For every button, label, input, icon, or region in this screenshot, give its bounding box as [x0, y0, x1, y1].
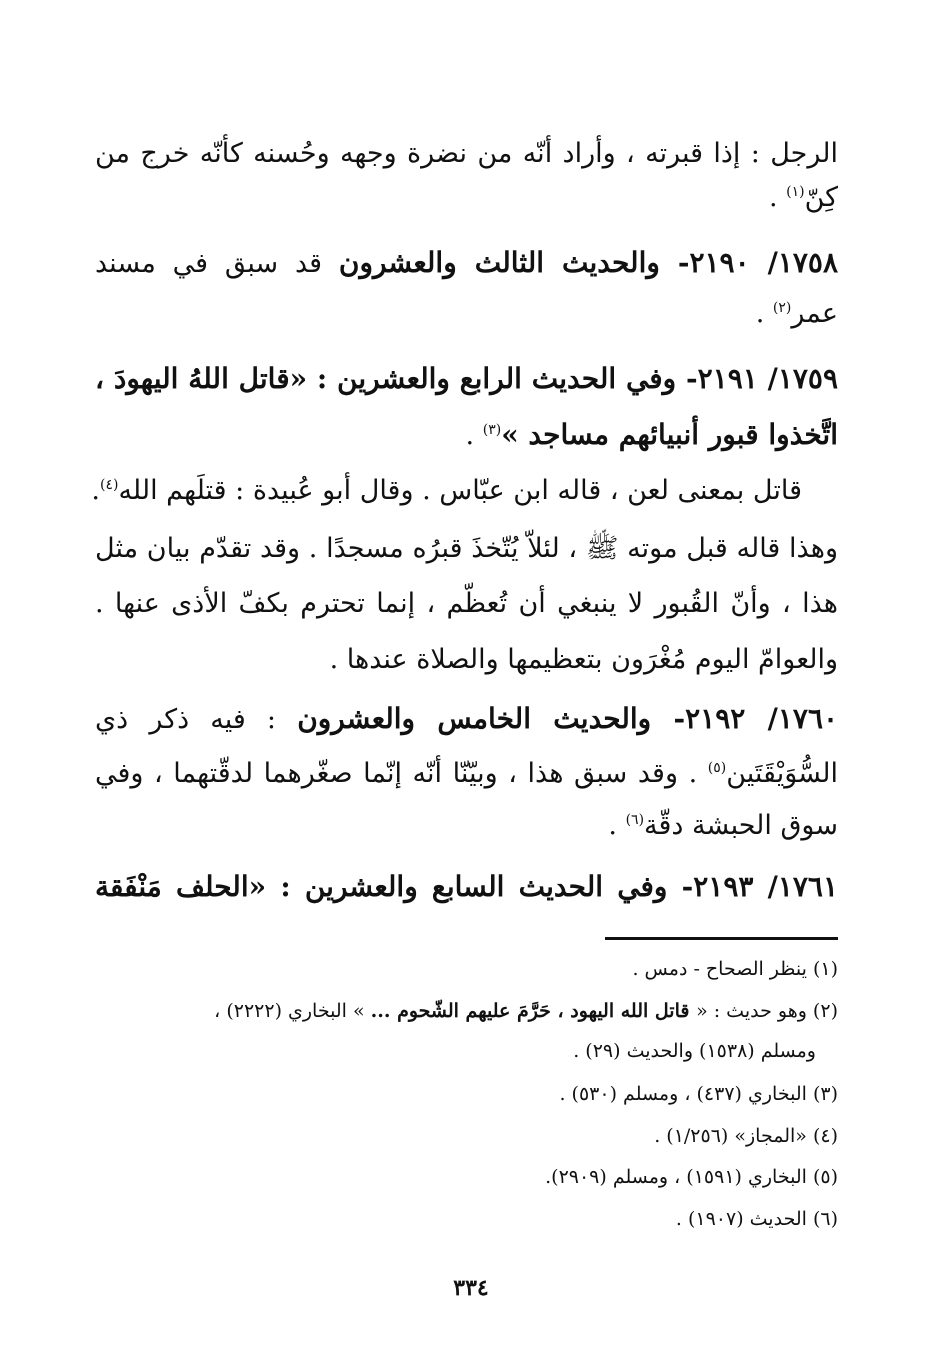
footnote-2: (٢) وهو حديث : « قاتل الله اليهود ، حَرَّمَ عليهم الشّحوم ... » البخاري (٢٢٢٢) ، — [214, 1000, 838, 1022]
footnote-5: (٥) البخاري (١٥٩١) ، ومسلم (٢٩٠٩). — [545, 1166, 838, 1188]
p3-line2: اتَّخذوا قبور أنبيائهم مساجد »$^{(٣)}$ . — [465, 418, 838, 451]
p4-line1: قاتل بمعنى لعن ، قاله ابن عبّاس . وقال أبو عُبيدة : قتلَهم الله$^{(٤)}$. — [91, 475, 802, 506]
p1-line1: الرجل : إذا قبرته ، وأراد أنّه من نضرة وجهه وحُسنه كأنّه خرج من — [95, 138, 838, 169]
p5-line1: ١٧٦٠/ ٢١٩٢- والحديث الخامس والعشرون : فيه ذكر ذي — [95, 702, 839, 735]
footnote-1: (١) ينظر الصحاح - دمس . — [632, 958, 838, 980]
footnote-6: (٦) الحديث (١٩٠٧) . — [675, 1208, 838, 1230]
hadith-number-heading-1758: ١٧٥٨/ ٢١٩٠- والحديث الثالث والعشرون — [338, 246, 838, 279]
p2-line1: ١٧٥٨/ ٢١٩٠- والحديث الثالث والعشرون قد سبق في مسند — [95, 246, 838, 279]
footnote-4: (٤) «المجاز» (١/٢٥٦) . — [654, 1125, 838, 1147]
footnote-3: (٣) البخاري (٤٣٧) ، ومسلم (٥٣٠) . — [559, 1083, 838, 1105]
footnote-ref-5: (٥) — [707, 760, 727, 776]
p1-line2: كِنّ$^{(١)}$ . — [768, 182, 838, 213]
footnote-ref-1: (١) — [786, 184, 805, 200]
footnote-separator — [605, 937, 838, 940]
p3-line1: ١٧٥٩/ ٢١٩١- وفي الحديث الرابع والعشرين : «قاتل اللهُ اليهودَ ، — [95, 362, 838, 395]
p5-line3: سوق الحبشة دقّة$^{(٦)}$ . — [608, 810, 838, 841]
footnote-ref-2: (٢) — [772, 300, 792, 316]
footnote-ref-6: (٦) — [625, 812, 645, 828]
page-number: ٣٣٤ — [453, 1275, 489, 1301]
p6-line1: ١٧٦١/ ٢١٩٣- وفي الحديث السابع والعشرين : «الحلف مَنْفَقة — [95, 870, 838, 903]
footnote-ref-3: (٣) — [482, 422, 502, 438]
hadith-number-heading-1760: ١٧٦٠/ ٢١٩٢- والحديث الخامس والعشرون — [297, 702, 839, 735]
footnote-2-continuation: ومسلم (١٥٣٨) والحديث (٢٩) . — [573, 1040, 816, 1062]
footnote-ref-4: (٤) — [99, 477, 119, 493]
p4-line4: والعوامّ اليوم مُغْرَون بتعظيمها والصلاة عندها . — [329, 644, 838, 675]
p2-line2: عمر$^{(٢)}$ . — [755, 298, 838, 329]
p5-line2: السُّوَيْقَتَين$^{(٥)}$ . وقد سبق هذا ، وبيّنّا أنّه إنّما صغّرهما لدقّتهما ، وفي — [95, 758, 838, 789]
p4-line3: هذا ، وأنّ القُبور لا ينبغي أن تُعظّم ، إنما تحترم بكفّ الأذى عنها . — [95, 588, 838, 619]
p4-line2: وهذا قاله قبل موته ﷺ ، لئلاّ يُتّخذَ قبرُه مسجدًا . وقد تقدّم بيان مثل — [95, 533, 838, 564]
